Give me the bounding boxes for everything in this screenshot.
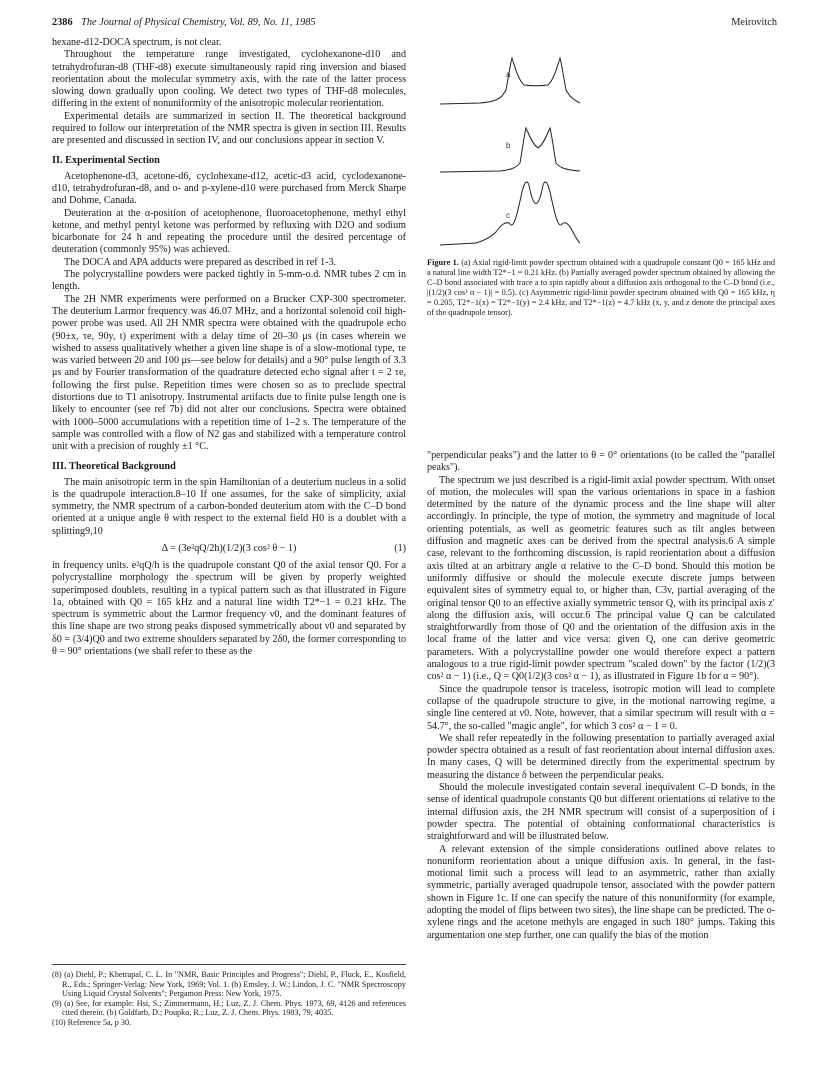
paragraph: Experimental details are summarized in section II. The theoretical background required to follow our interpretation of the NMR spectra is given in section III. Results are presented and discussed in section IV, and our conclusions appear in section V. [52, 110, 406, 147]
paragraph: Throughout the temperature range investigated, cyclohexanone-d10 and tetrahydrofuran-d8 (THF-d8) execute simultaneously rapid ring inversion and biased reorientation about the molecular symmetry axis, with the rate of the latter process slowing down gradually upon cooling. We detect two types of THF-d8 molecules, differing in the extent of nonuniformity of the anisotropic molecular reorientation. [52, 49, 406, 110]
paragraph: hexane-d12-DOCA spectrum, is not clear. [52, 37, 222, 48]
section-heading-theory: III. Theoretical Background [52, 460, 176, 472]
paragraph: The 2H NMR experiments were performed on a Brucker CXP-300 spectrometer. The deuterium Larmor frequency was 46.07 MHz, and a horizontal solenoid coil high-power probe was used. All 2H NMR spectra were obtained with the quadrupole echo (90±x, τe, 90y, t) experiment with a delay time of 20–30 μs (in cases wherein we wished to assess qualitatively whether a given line shape is of a slow-motional type, τe was varied between 20 and 100 μs—see below for details) and a 90° pulse length of 3.3 μs and by Fourier transformation of the quadrature detected echo signal after t = 2 τe, following the first pulse. Repetition times were chosen so as to preclude spectral distortions due to T1 anisotropy. Instrumental artifacts due to finite pulse length one is likely to encounter (see ref 7b) did not alter our conclusions. Spectra were obtained with 1000–5000 accumulations with a repetition time of 1–2 s. The temperature of the sample was controlled with a flow of N2 gas and stabilized with a temperature control unit with a precision of roughly ±1 °C. [52, 293, 406, 453]
paragraph: The polycrystalline powders were packed tightly in 5-mm-o.d. NMR tubes 2 cm in length. [52, 269, 406, 293]
paragraph: in frequency units. e²qQ/h is the quadrupole constant Q0 of the axial tensor Q0. For a polycrystalline morphology the spectrum will be given by properly weighted superimposed doublets, resulting in a typical pattern such as that illustrated in Figure 1a, obtained with Q0 = 165 kHz and a natural line width T2*−1 = 0.21 kHz. The spectrum is symmetric about the Larmor frequency ν0, and the dominant features of this line shape are two strong peaks disposed symmetrically about ν0 and separated by δ0 = (3/4)Q0 and two extreme shoulders separated by 2δ0, the former corresponding to θ = 90° orientations (we shall refer to these as the [52, 559, 406, 658]
figure-caption [427, 258, 775, 317]
reference-item: (9) (a) See, for example: Hsi, S.; Zimmermann, H.; Luz, Z. J. Chem. Phys. 1973, 69, 4126 and references cited therein. (b) Goldfarb, D.; Poupko, R.; Luz, Z. J. Chem. Phys. 1983, 79, 4035. [52, 998, 406, 1018]
panel-label-b: b [506, 141, 511, 150]
reference-item: (10) Reference 5a, p 30. [52, 1017, 132, 1027]
section-heading-experimental: II. Experimental Section [52, 154, 160, 166]
running-author: Meirovitch [731, 17, 777, 28]
paragraph: The main anisotropic term in the spin Hamiltonian of a deuterium nucleus in a solid is the quadrupole interaction.8–10 If one assumes, for the sake of simplicity, axial symmetry, the NMR spectrum of a carbon-bonded deuterium atom with the C–D bond oriented at a unique angle θ with respect to the external field H0 is a doublet with a splitting9,10 [52, 476, 406, 537]
panel-label-a: a [506, 70, 511, 79]
paragraph: A relevant extension of the simple considerations outlined above relates to nonuniform reorientation about a unique diffusion axis. In general, in the fast-motional limit such a process will lead to an asymmetric, rather than axially symmetric, partially averaged quadrupole tensor, associated with the powder pattern shown in Figure 1c. If one can specify the nature of this nonuniformity (for example, adopting the model of flips between two sites), the line shape can be predicted. The o-xylene rings and the acetone methyls are engaged in such 180° jumps. Taking this argumentation one step further, one can qualify the bias of the motion [427, 843, 775, 941]
caption-text: (a) Axial rigid-limit powder spectrum obtained with a quadrupole constant Q0 = 165 kHz and a natural line width T2*−1 = 0.21 kHz. (b) Partially averaged powder spectrum obtained by allowing the C–D bond associated with trace a to spin rapidly about a diffusion axis orthogonal to the C–D bond (i.e., |(1/2)(3 cos² α − 1)| = 0.5). (c) Asymmetric rigid-limit powder spectrum obtained with Q0 = 165 kHz, η = 0.205, T2*−1(x) = T2*−1(y) = 2.4 kHz, and T2*−1(z) = 4.7 kHz (x, y, and z denote the principal axes of the quadrupole tensor). [427, 258, 775, 317]
spectrum-trace-c [440, 182, 580, 245]
spectra-plot [440, 40, 580, 252]
right-column [427, 450, 775, 942]
paragraph: Should the molecule investigated contain several inequivalent C–D bonds, in the sense of identical quadrupole constants Q0 but different orientations αi relative to the internal diffusion axis, the 2H NMR spectrum will consist of a superposition of i powder spectra. The potential of obtaining conformational characteristics is straightforward and will be illustrated below. [427, 782, 775, 843]
paragraph: We shall refer repeatedly in the following presentation to partially averaged axial powder spectra obtained as a result of fast reorientation about internal diffusion axes. In many cases, Q will be determined directly from the experimental spectrum by measuring the distance δ between the perpendicular peaks. [427, 732, 775, 781]
paragraph: Since the quadrupole tensor is traceless, isotropic motion will lead to complete collapse of the quadrupole structure to give, in the motional narrowing regime, a single line centered at ν0. Note, however, that a similar spectrum will result with α = 54.7°, the so-called "magic angle", for which 3 cos² α − 1 = 0. [427, 683, 775, 732]
spectrum-trace-a [440, 58, 580, 104]
equation-1 [52, 538, 406, 560]
footnote-references [52, 964, 406, 1028]
paragraph: Deuteration at the α-position of acetophenone, fluoroacetophenone, methyl ethyl ketone, and methyl pentyl ketone was performed by refluxing with D2O and sodium bicarbonate for 24 h and repeating the procedure until the desired percentage of deuteration (commonly 95%) was achieved. [52, 207, 406, 256]
spectrum-trace-b [440, 128, 580, 172]
equation-number: (1) [394, 542, 406, 554]
journal-title: The Journal of Physical Chemistry, Vol. 89, No. 11, 1985 [81, 17, 316, 28]
caption-label: Figure 1. [427, 258, 459, 267]
paragraph: The DOCA and APA adducts were prepared as described in ref 1-3. [64, 256, 337, 268]
equation-text: Δ = (3e²qQ/2h)(1/2)(3 cos² θ − 1) [161, 542, 297, 554]
page-number: 2386 [52, 17, 73, 28]
paragraph: "perpendicular peaks") and the latter to θ = 0° orientations (to be called the "parallel peaks"). [427, 450, 775, 474]
footnote-rule [52, 964, 406, 965]
paragraph: The spectrum we just described is a rigid-limit axial powder spectrum. With onset of motion, the molecules will span the various orientations in space in a fashion determined by the nature of the dynamic process and the line shape will alter accordingly. In principle, the type of motion, the symmetry and magnitude of local orienting potentials, as well as geometric features such as tilt angles between diffusion and magnetic axes can be derived from the spectral analysis.6 A simple case, relevant to the forthcoming discussion, is rapid reorientation about a diffusion axis tilted at an arbitrary angle α relative to the C–D bond. Should this motion be uniformly diffusive or should the molecule execute discrete jumps between equivalent sites of symmetry equal to, or higher than, C3v, partial averaging of the original tensor Q0 to an effective axially symmetric tensor Q, with its principal axis z′ along the diffusion axis, will occur.6 The principal value Q can be calculated straightforwardly from those of Q0 and the orientation of the diffusion axis in the local frame of the latter and vice versa: given Q, one can derive geometric parameters. With a polycrystalline powder one would therefore expect a pattern analogous to a true rigid-limit powder spectrum "scaled down" by the factor (1/2)(3 cos² α − 1) (i.e., Q = Q0(1/2)(3 cos² α − 1), as illustrated in Figure 1b for α = 90°). [427, 474, 775, 683]
panel-label-c: c [506, 211, 510, 220]
paragraph: Acetophenone-d3, acetone-d6, cyclohexane-d12, acetic-d3 acid, cyclodexanone-d10, tetrahydrofuran-d8, and o- and p-xylene-d10 were purchased from Merck Sharpe and Dohme, Canada. [52, 170, 406, 207]
running-header [52, 15, 777, 31]
figure-1-spectra [440, 40, 580, 252]
reference-item: (8) (a) Diehl, P.; Khetrapal, C. L. In "NMR, Basic Principles and Progress"; Diehl, P., Fluck, E., Kosfield, R., Eds.; Springer-Verlag: New York, 1969; Vol. 1. (b) Emsley, J. W.; Lindon, J. C. "NMR Spectroscopy Using Liquid Crystal Solvents"; Pergamon Press: New York, 1975. [52, 970, 406, 999]
left-column [52, 37, 406, 658]
